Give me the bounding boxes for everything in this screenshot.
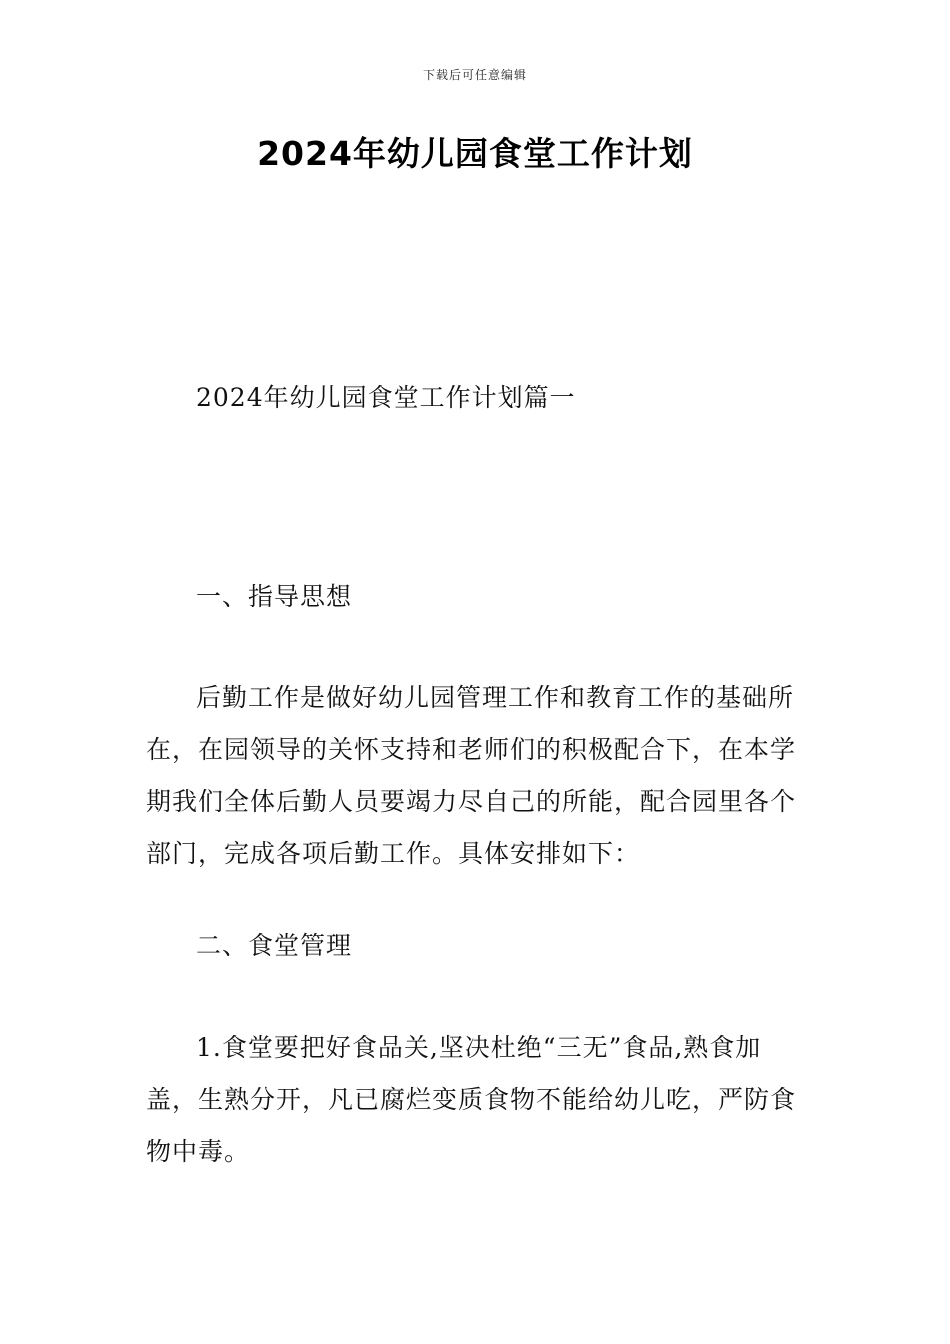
- document-title: 2024年幼儿园食堂工作计划: [257, 134, 693, 173]
- paragraph-line: 物中毒。: [146, 1137, 251, 1166]
- section1-paragraph: [146, 672, 806, 880]
- paragraph-line: 期我们全体后勤人员要竭力尽自己的所能，配合园里各个: [146, 787, 797, 816]
- paragraph-line: 后勤工作是做好幼儿园管理工作和教育工作的基础所: [196, 683, 795, 712]
- subtitle: 2024年幼儿园食堂工作计划篇一: [196, 383, 576, 412]
- section2-heading: 二、食堂管理: [196, 931, 353, 960]
- header-note: 下载后可任意编辑: [422, 68, 527, 82]
- section2-item1-paragraph: [146, 1022, 806, 1178]
- paragraph-line: 盖，生熟分开，凡已腐烂变质食物不能给幼儿吃，严防食: [146, 1085, 797, 1114]
- section1-heading: 一、指导思想: [196, 582, 353, 611]
- paragraph-line: 1.食堂要把好食品关,坚决杜绝“三无”食品,熟食加: [196, 1033, 762, 1062]
- paragraph-line: 在，在园领导的关怀支持和老师们的积极配合下，在本学: [146, 735, 797, 764]
- paragraph-line: 部门，完成各项后勤工作。具体安排如下：: [146, 839, 641, 868]
